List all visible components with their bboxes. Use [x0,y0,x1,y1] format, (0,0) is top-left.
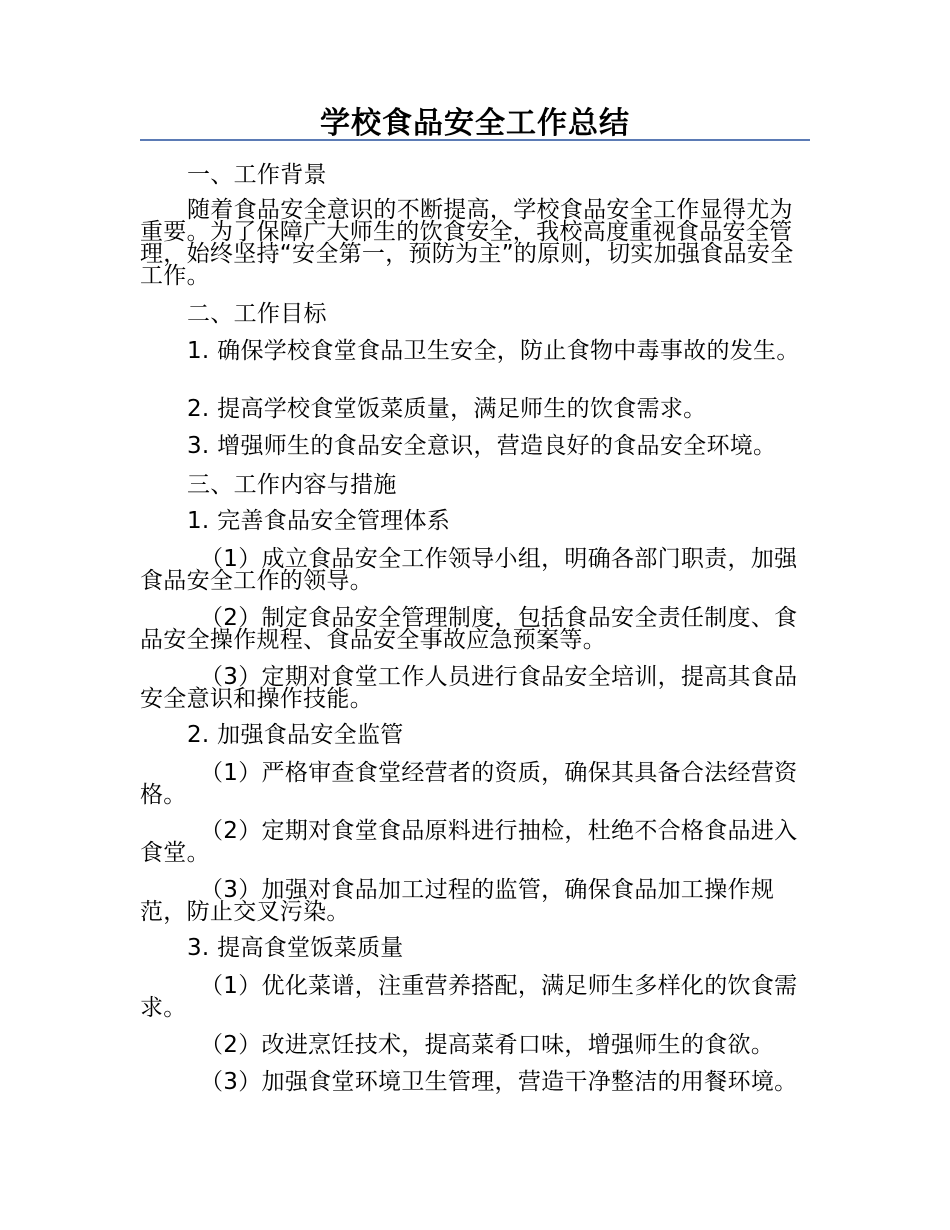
goal-item-3: 3. 增强师生的食品安全意识，营造良好的食品安全环境。 [187,433,777,459]
section-heading-goals: 二、工作目标 [187,301,327,327]
measure-3-item-2: （2）改进烹饪技术，提高菜肴口味，增强师生的食欲。 [200,1032,775,1058]
goal-item-1: 1. 确保学校食堂食品卫生安全，防止食物中毒事故的发生。 [187,338,800,364]
section-heading-background: 一、工作背景 [187,162,327,188]
measure-2-item-1: （1）严格审查食堂经营者的资质，确保其具备合法经营资格。 [140,760,798,808]
measure-1-item-3: （3）定期对食堂工作人员进行食品安全培训，提高其食品安全意识和操作技能。 [140,664,798,712]
measure-3-item-1: （1）优化菜谱，注重营养搭配，满足师生多样化的饮食需求。 [140,973,798,1021]
measure-2-item-2: （2）定期对食堂食品原料进行抽检，杜绝不合格食品进入食堂。 [140,818,798,866]
paragraph-background: 随着食品安全意识的不断提高，学校食品安全工作显得尤为重要。为了保障广大师生的饮食安全，我校高度重视食品安全管理，始终坚持“安全第一，预防为主”的原则，切实加强食品安全工作。 [140,197,794,289]
title-underline [140,139,810,141]
measure-3-item-3: （3）加强食堂环境卫生管理，营造干净整洁的用餐环境。 [200,1069,798,1095]
measure-heading-3: 3. 提高食堂饭菜质量 [187,935,404,961]
measure-1-item-2: （2）制定食品安全管理制度，包括食品安全责任制度、食品安全操作规程、食品安全事故应急预案等。 [140,605,798,653]
measure-2-item-3: （3）加强对食品加工过程的监管，确保食品加工操作规范，防止交叉污染。 [140,877,775,925]
section-heading-measures: 三、工作内容与措施 [187,472,397,498]
measure-1-item-1: （1）成立食品安全工作领导小组，明确各部门职责，加强食品安全工作的领导。 [140,546,798,594]
document-title: 学校食品安全工作总结 [320,106,630,141]
measure-heading-2: 2. 加强食品安全监管 [187,722,404,748]
measure-heading-1: 1. 完善食品安全管理体系 [187,508,451,534]
goal-item-2: 2. 提高学校食堂饭菜质量，满足师生的饮食需求。 [187,396,707,422]
